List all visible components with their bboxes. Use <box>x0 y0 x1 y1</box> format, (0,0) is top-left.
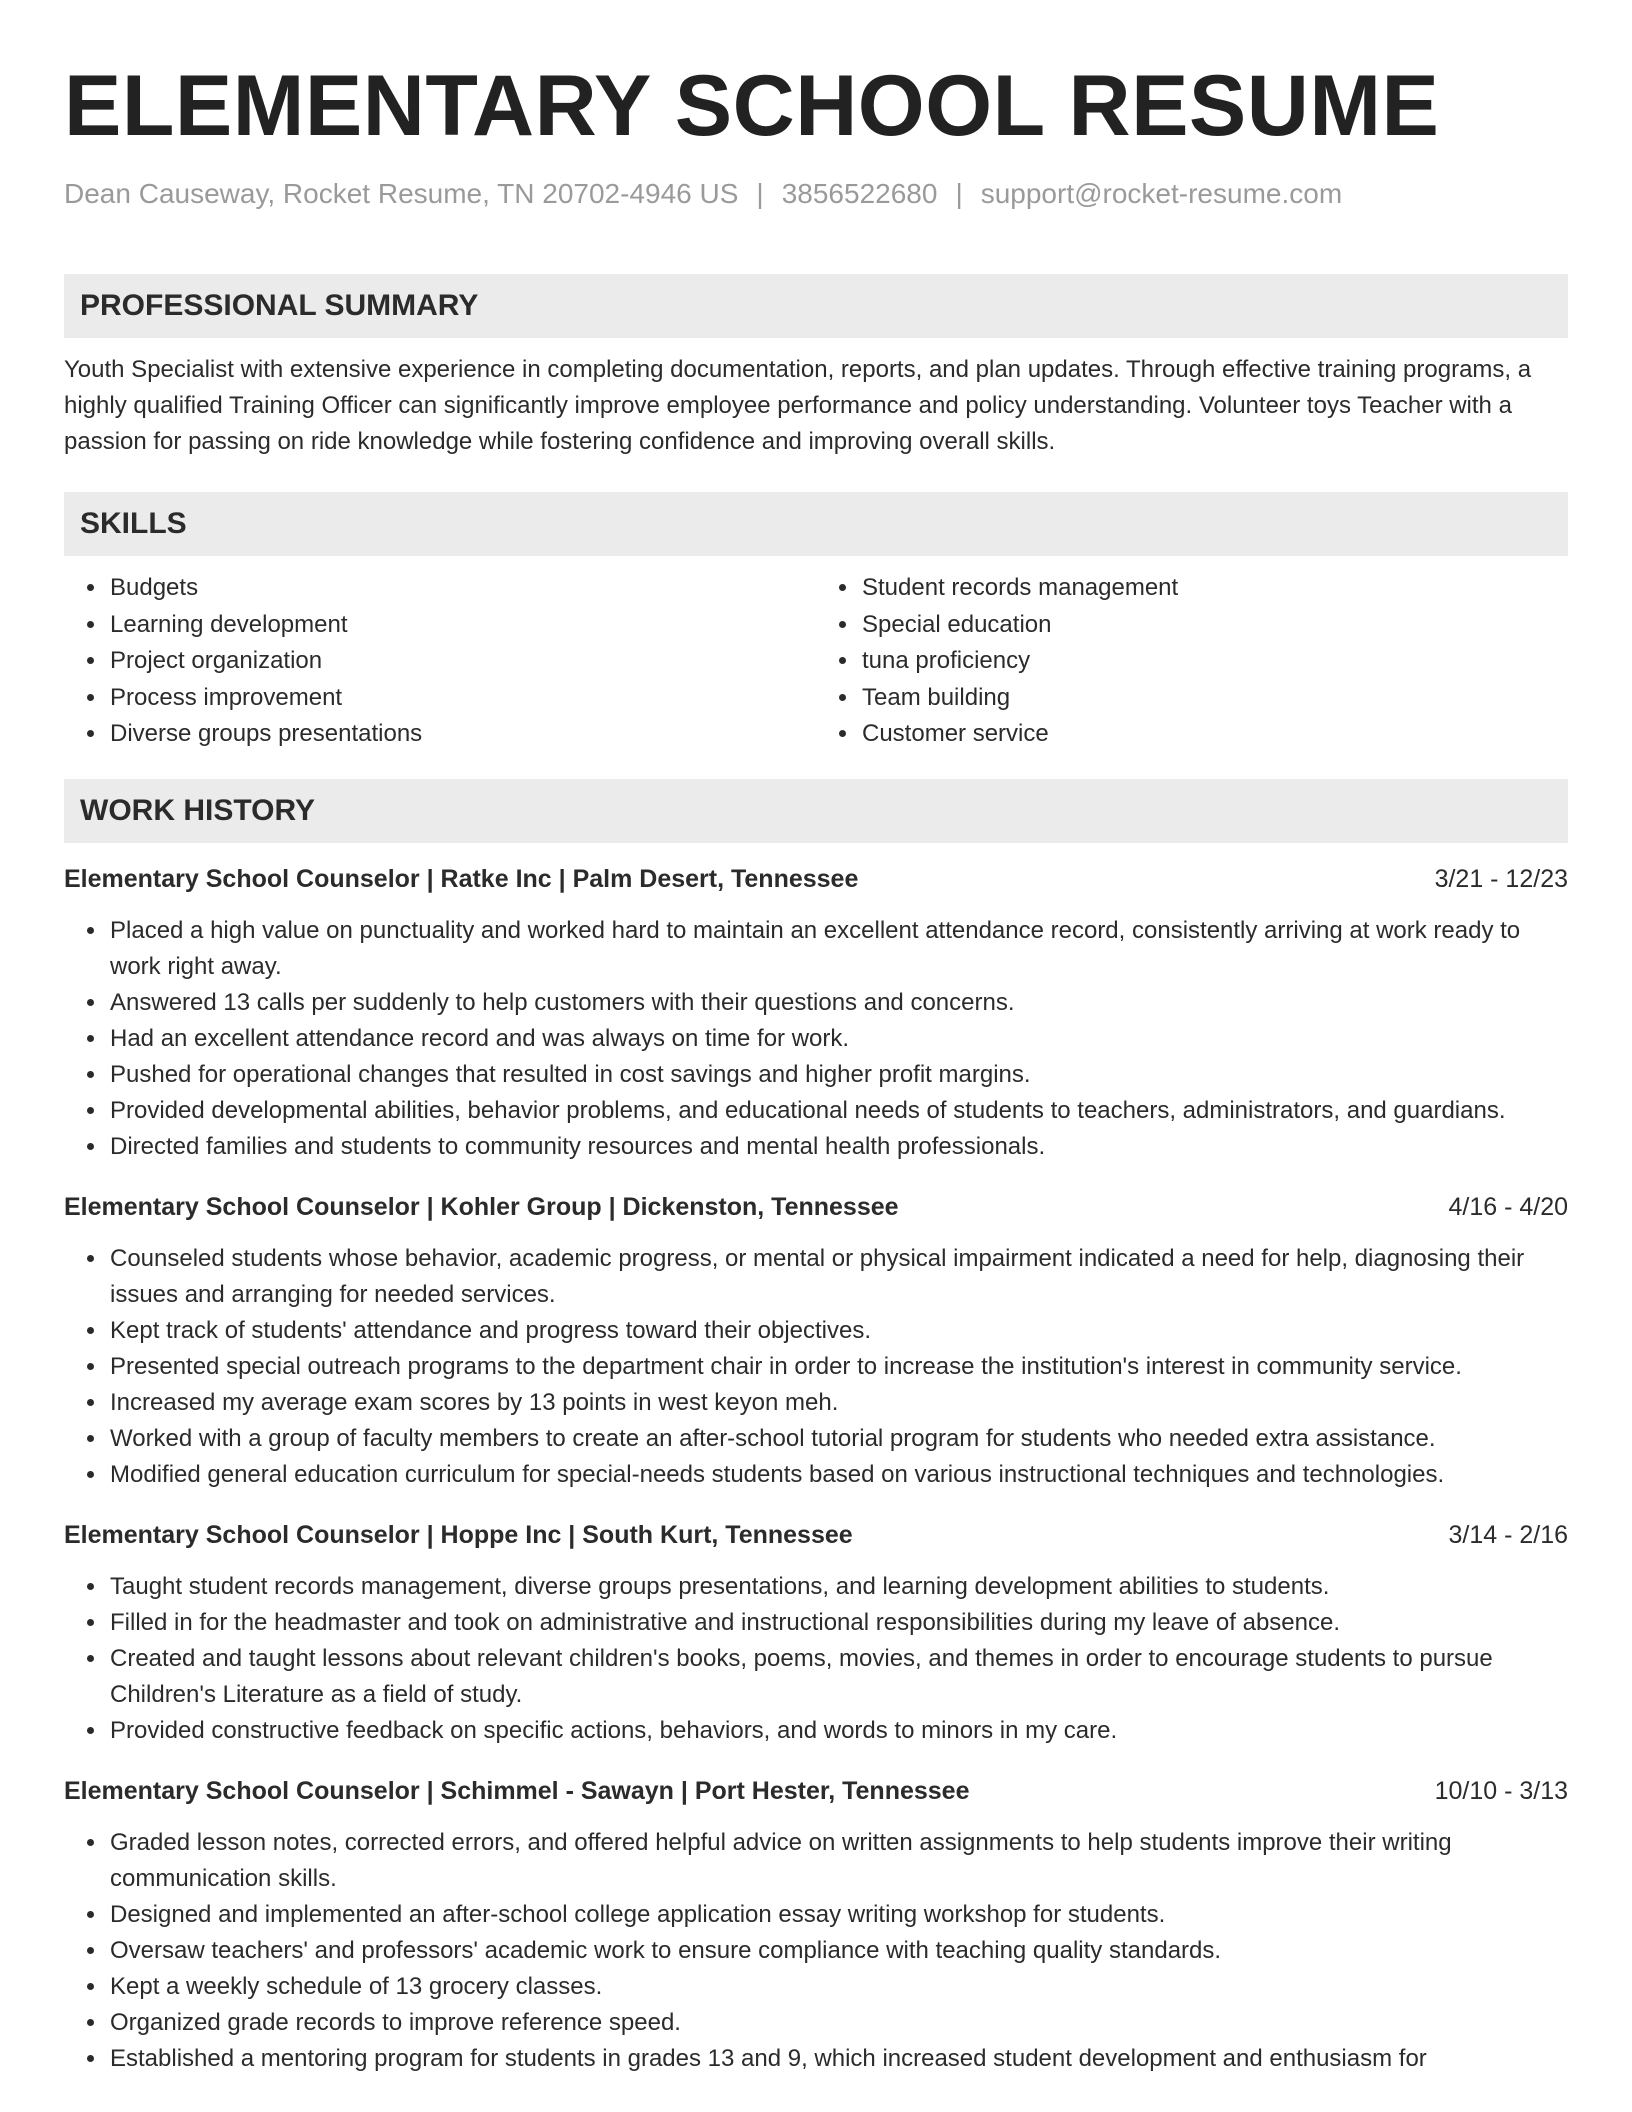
job-bullet: • Kept a weekly schedule of 13 grocery classes. <box>108 1969 1568 2005</box>
contact-separator: | <box>955 178 963 209</box>
contact-line <box>64 176 1568 212</box>
job-bullet: • Organized grade records to improve reference speed. <box>108 2005 1568 2041</box>
job-dates: 10/10 - 3/13 <box>1434 1776 1568 1805</box>
job-header <box>64 861 1568 897</box>
job-bullet: • Presented special outreach programs to the department chair in order to increase the institution's interest in community service. <box>108 1349 1568 1385</box>
skill-item: • Team building <box>860 680 1568 717</box>
job-entry <box>64 1189 1568 1493</box>
skill-item: • Diverse groups presentations <box>108 716 816 753</box>
job-bullet: • Modified general education curriculum for special-needs students based on various instructional techniques and technologies. <box>108 1457 1568 1493</box>
job-bullet: • Kept track of students' attendance and progress toward their objectives. <box>108 1313 1568 1349</box>
job-entry <box>64 1773 1568 2077</box>
skill-item: • Budgets <box>108 570 816 607</box>
skill-item: • Project organization <box>108 643 816 680</box>
skills-column-right <box>816 570 1568 753</box>
job-bullet: • Provided constructive feedback on specific actions, behaviors, and words to minors in my care. <box>108 1713 1568 1749</box>
job-bullet: • Increased my average exam scores by 13 points in west keyon meh. <box>108 1385 1568 1421</box>
job-bullets <box>64 913 1568 1165</box>
job-header <box>64 1773 1568 1809</box>
skill-item: • Student records management <box>860 570 1568 607</box>
skill-item: • tuna proficiency <box>860 643 1568 680</box>
job-entry <box>64 861 1568 1165</box>
job-bullet: • Taught student records management, diverse groups presentations, and learning development abilities to students. <box>108 1569 1568 1605</box>
job-bullet: • Oversaw teachers' and professors' academic work to ensure compliance with teaching quality standards. <box>108 1933 1568 1969</box>
job-bullet: • Designed and implemented an after-school college application essay writing workshop for students. <box>108 1897 1568 1933</box>
resume-title: ELEMENTARY SCHOOL RESUME <box>64 58 1440 154</box>
job-header <box>64 1189 1568 1225</box>
job-title: Elementary School Counselor | Kohler Group | Dickenston, Tennessee <box>64 1192 899 1221</box>
job-title: Elementary School Counselor | Hoppe Inc | South Kurt, Tennessee <box>64 1520 853 1549</box>
job-bullets <box>64 1569 1568 1749</box>
job-dates: 4/16 - 4/20 <box>1448 1192 1568 1221</box>
skill-item: • Special education <box>860 607 1568 644</box>
skills-list <box>64 570 1568 753</box>
skill-item: • Customer service <box>860 716 1568 753</box>
job-bullet: • Established a mentoring program for students in grades 13 and 9, which increased student development and enthusiasm for <box>108 2041 1568 2077</box>
job-bullet: • Filled in for the headmaster and took on administrative and instructional responsibilities during my leave of absence. <box>108 1605 1568 1641</box>
contact-email: support@rocket-resume.com <box>980 178 1343 209</box>
contact-separator: | <box>756 178 764 209</box>
job-dates: 3/21 - 12/23 <box>1434 864 1568 893</box>
job-bullet: • Counseled students whose behavior, academic progress, or mental or physical impairment indicated a need for help, diagnosing their issues and arranging for needed services. <box>108 1241 1568 1313</box>
job-dates: 3/14 - 2/16 <box>1448 1520 1568 1549</box>
summary-heading: PROFESSIONAL SUMMARY <box>64 274 1568 338</box>
skill-item: • Learning development <box>108 607 816 644</box>
job-entry <box>64 1517 1568 1749</box>
job-bullet: • Graded lesson notes, corrected errors, and offered helpful advice on written assignments to help students improve their writing communication skills. <box>108 1825 1568 1897</box>
contact-phone: 3856522680 <box>781 178 938 209</box>
work-history-heading: WORK HISTORY <box>64 779 1568 843</box>
skill-item: • Process improvement <box>108 680 816 717</box>
job-bullet: • Had an excellent attendance record and was always on time for work. <box>108 1021 1568 1057</box>
job-title: Elementary School Counselor | Ratke Inc | Palm Desert, Tennessee <box>64 864 859 893</box>
summary-text: Youth Specialist with extensive experience in completing documentation, reports, and plan updates. Through effective training programs, a highly qualified Training Officer can significantly improve employee performance and policy understanding. Volunteer toys Teacher with a passion for passing on ride knowledge while fostering confidence and improving overall skills. <box>64 356 1532 455</box>
job-bullet: • Directed families and students to community resources and mental health professionals. <box>108 1129 1568 1165</box>
job-bullet: • Provided developmental abilities, behavior problems, and educational needs of students to teachers, administrators, and guardians. <box>108 1093 1568 1129</box>
skills-column-left <box>64 570 816 753</box>
job-bullet: • Pushed for operational changes that resulted in cost savings and higher profit margins. <box>108 1057 1568 1093</box>
job-bullets <box>64 1241 1568 1493</box>
job-bullet: • Answered 13 calls per suddenly to help customers with their questions and concerns. <box>108 985 1568 1021</box>
job-bullet: • Placed a high value on punctuality and worked hard to maintain an excellent attendance record, consistently arriving at work ready to work right away. <box>108 913 1568 985</box>
job-bullet: • Worked with a group of faculty members to create an after-school tutorial program for students who needed extra assistance. <box>108 1421 1568 1457</box>
contact-address: Dean Causeway, Rocket Resume, TN 20702-4946 US <box>64 178 739 209</box>
skills-heading: SKILLS <box>64 492 1568 556</box>
job-bullets <box>64 1825 1568 2077</box>
job-bullet: • Created and taught lessons about relevant children's books, poems, movies, and themes in order to encourage students to pursue Children's Literature as a field of study. <box>108 1641 1568 1713</box>
job-header <box>64 1517 1568 1553</box>
job-title: Elementary School Counselor | Schimmel - Sawayn | Port Hester, Tennessee <box>64 1776 970 1805</box>
